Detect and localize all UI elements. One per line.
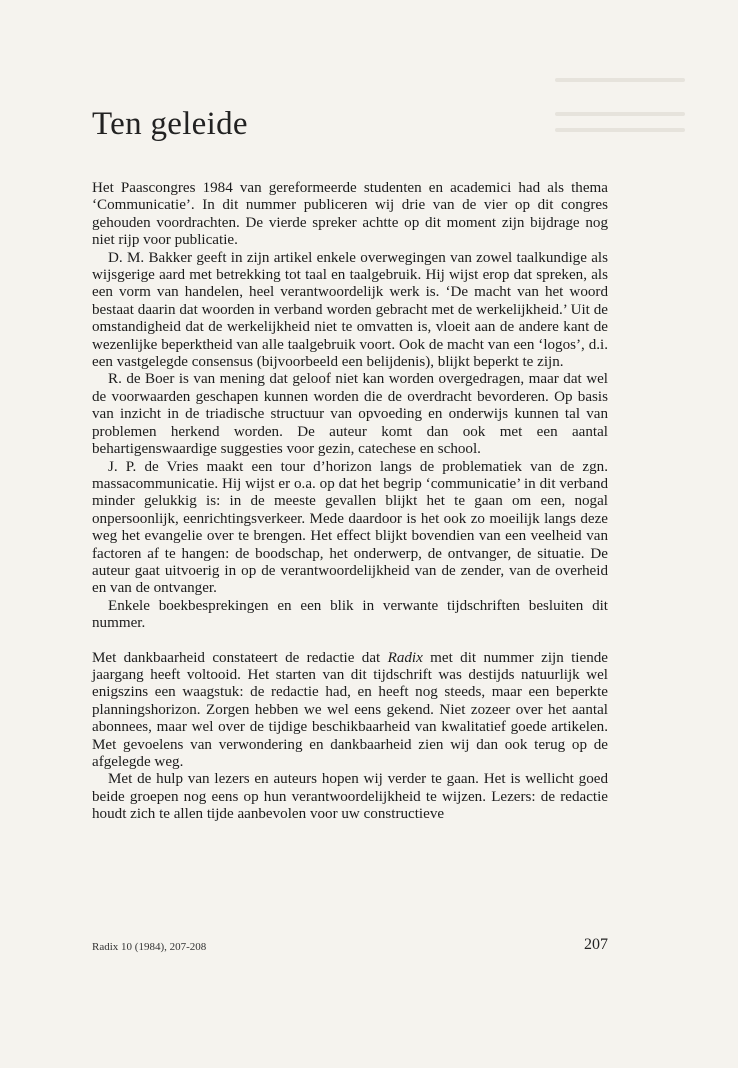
paragraph-text: Het Paascongres 1984 van gereformeerde studenten en academici had als thema ‘Communicatie’. In dit nummer publiceren wij drie van de vier op dit congres gehouden voordrachten. De vierde spreker achtte op dit moment zijn bijdrage nog niet rijp voor publicatie.: [92, 180, 608, 249]
page-number: 207: [584, 936, 608, 953]
paragraph: [92, 371, 608, 458]
paragraph-text: Enkele boekbesprekingen en een blik in verwante tijdschriften besluiten dit nummer.: [92, 597, 608, 632]
footer-citation: Radix 10 (1984), 207-208: [92, 941, 207, 953]
paragraph-text: Met dankbaarheid constateert de redactie dat: [92, 649, 388, 666]
bleed-through: [555, 112, 685, 116]
paragraph-text: met dit nummer zijn tiende jaargang heeft voltooid. Het starten van dit tijdschrift was destijds natuurlijk wel enigszins een waagstuk: de redactie had, en heeft nog steeds, maar een beperkte planningshorizon. Zorgen hebben we wel eens gekend. Niet zozeer over het aantal abonnees, maar wel over de tijdige beschikbaarheid van kwalitatief goede artikelen. Met gevoelens van verwondering en dankbaarheid zien wij dan ook terug op de afgelegde weg.: [92, 649, 608, 770]
paragraph-text: D. M. Bakker geeft in zijn artikel enkele overwegingen van zowel taalkundige als wijsgerige aard met betrekking tot taal en taalgebruik. Hij wijst erop dat spreken, als een vorm van handelen, heel verantwoordelijk werk is. ‘De macht van het woord bestaat daarin dat woorden in verband worden gebracht met de werkelijkheid.’ Uit de omstandigheid dat de werkelijkheid niet te omvatten is, vloeit aan de andere kant de wezenlijke beperktheid van alle taalgebruik voort. Ook de macht van een ‘logos’, d.i. een vastgelegde consensus (bijvoorbeeld een belijdenis), blijkt beperkt te zijn.: [92, 249, 608, 371]
journal-name: Radix: [387, 649, 423, 666]
bleed-through: [555, 128, 685, 132]
paragraph-text: R. de Boer is van mening dat geloof niet kan worden overgedragen, maar dat wel de voorwaarden geschapen kunnen worden die de overdracht bevorderen. Op basis van inzicht in de triadische structuur van opvoeding en onderwijs kunnen tal van problemen herkend worden. De auteur komt dan ook met een aantal behartigenswaardige suggesties voor gezin, catechese en school.: [92, 371, 608, 458]
article-body: [92, 180, 608, 824]
paragraph: [92, 180, 608, 250]
bleed-through: [555, 78, 685, 82]
paragraph: [92, 459, 608, 598]
paragraph: [92, 650, 608, 772]
paragraph: [92, 250, 608, 372]
article-title: Ten geleide: [92, 106, 248, 142]
paragraph: [92, 598, 608, 633]
paragraph-text: J. P. de Vries maakt een tour d’horizon langs de problematiek van de zgn. massacommunicatie. Hij wijst er o.a. op dat het begrip ‘communicatie’ in dit verband minder gelukkig is: in de meeste gevallen blijkt het te gaan om een, nogal onpersoonlijk, eenrichtingsverkeer. Mede daardoor is het ook zo moeilijk langs deze weg het evangelie over te brengen. Het effect blijkt bovendien van een veelheid van factoren af te hangen: de boodschap, het onderwerp, de ontvanger, de situatie. De auteur gaat uitvoerig in op de verantwoordelijkheid van de zender, van de overheid en van de ontvanger.: [92, 458, 608, 597]
paragraph-text: Met de hulp van lezers en auteurs hopen wij verder te gaan. Het is wellicht goed beide groepen nog eens op hun verantwoordelijkheid te wijzen. Lezers: de redactie houdt zich te allen tijde aanbevolen voor uw constructieve: [92, 771, 608, 823]
paragraph: [92, 771, 608, 823]
